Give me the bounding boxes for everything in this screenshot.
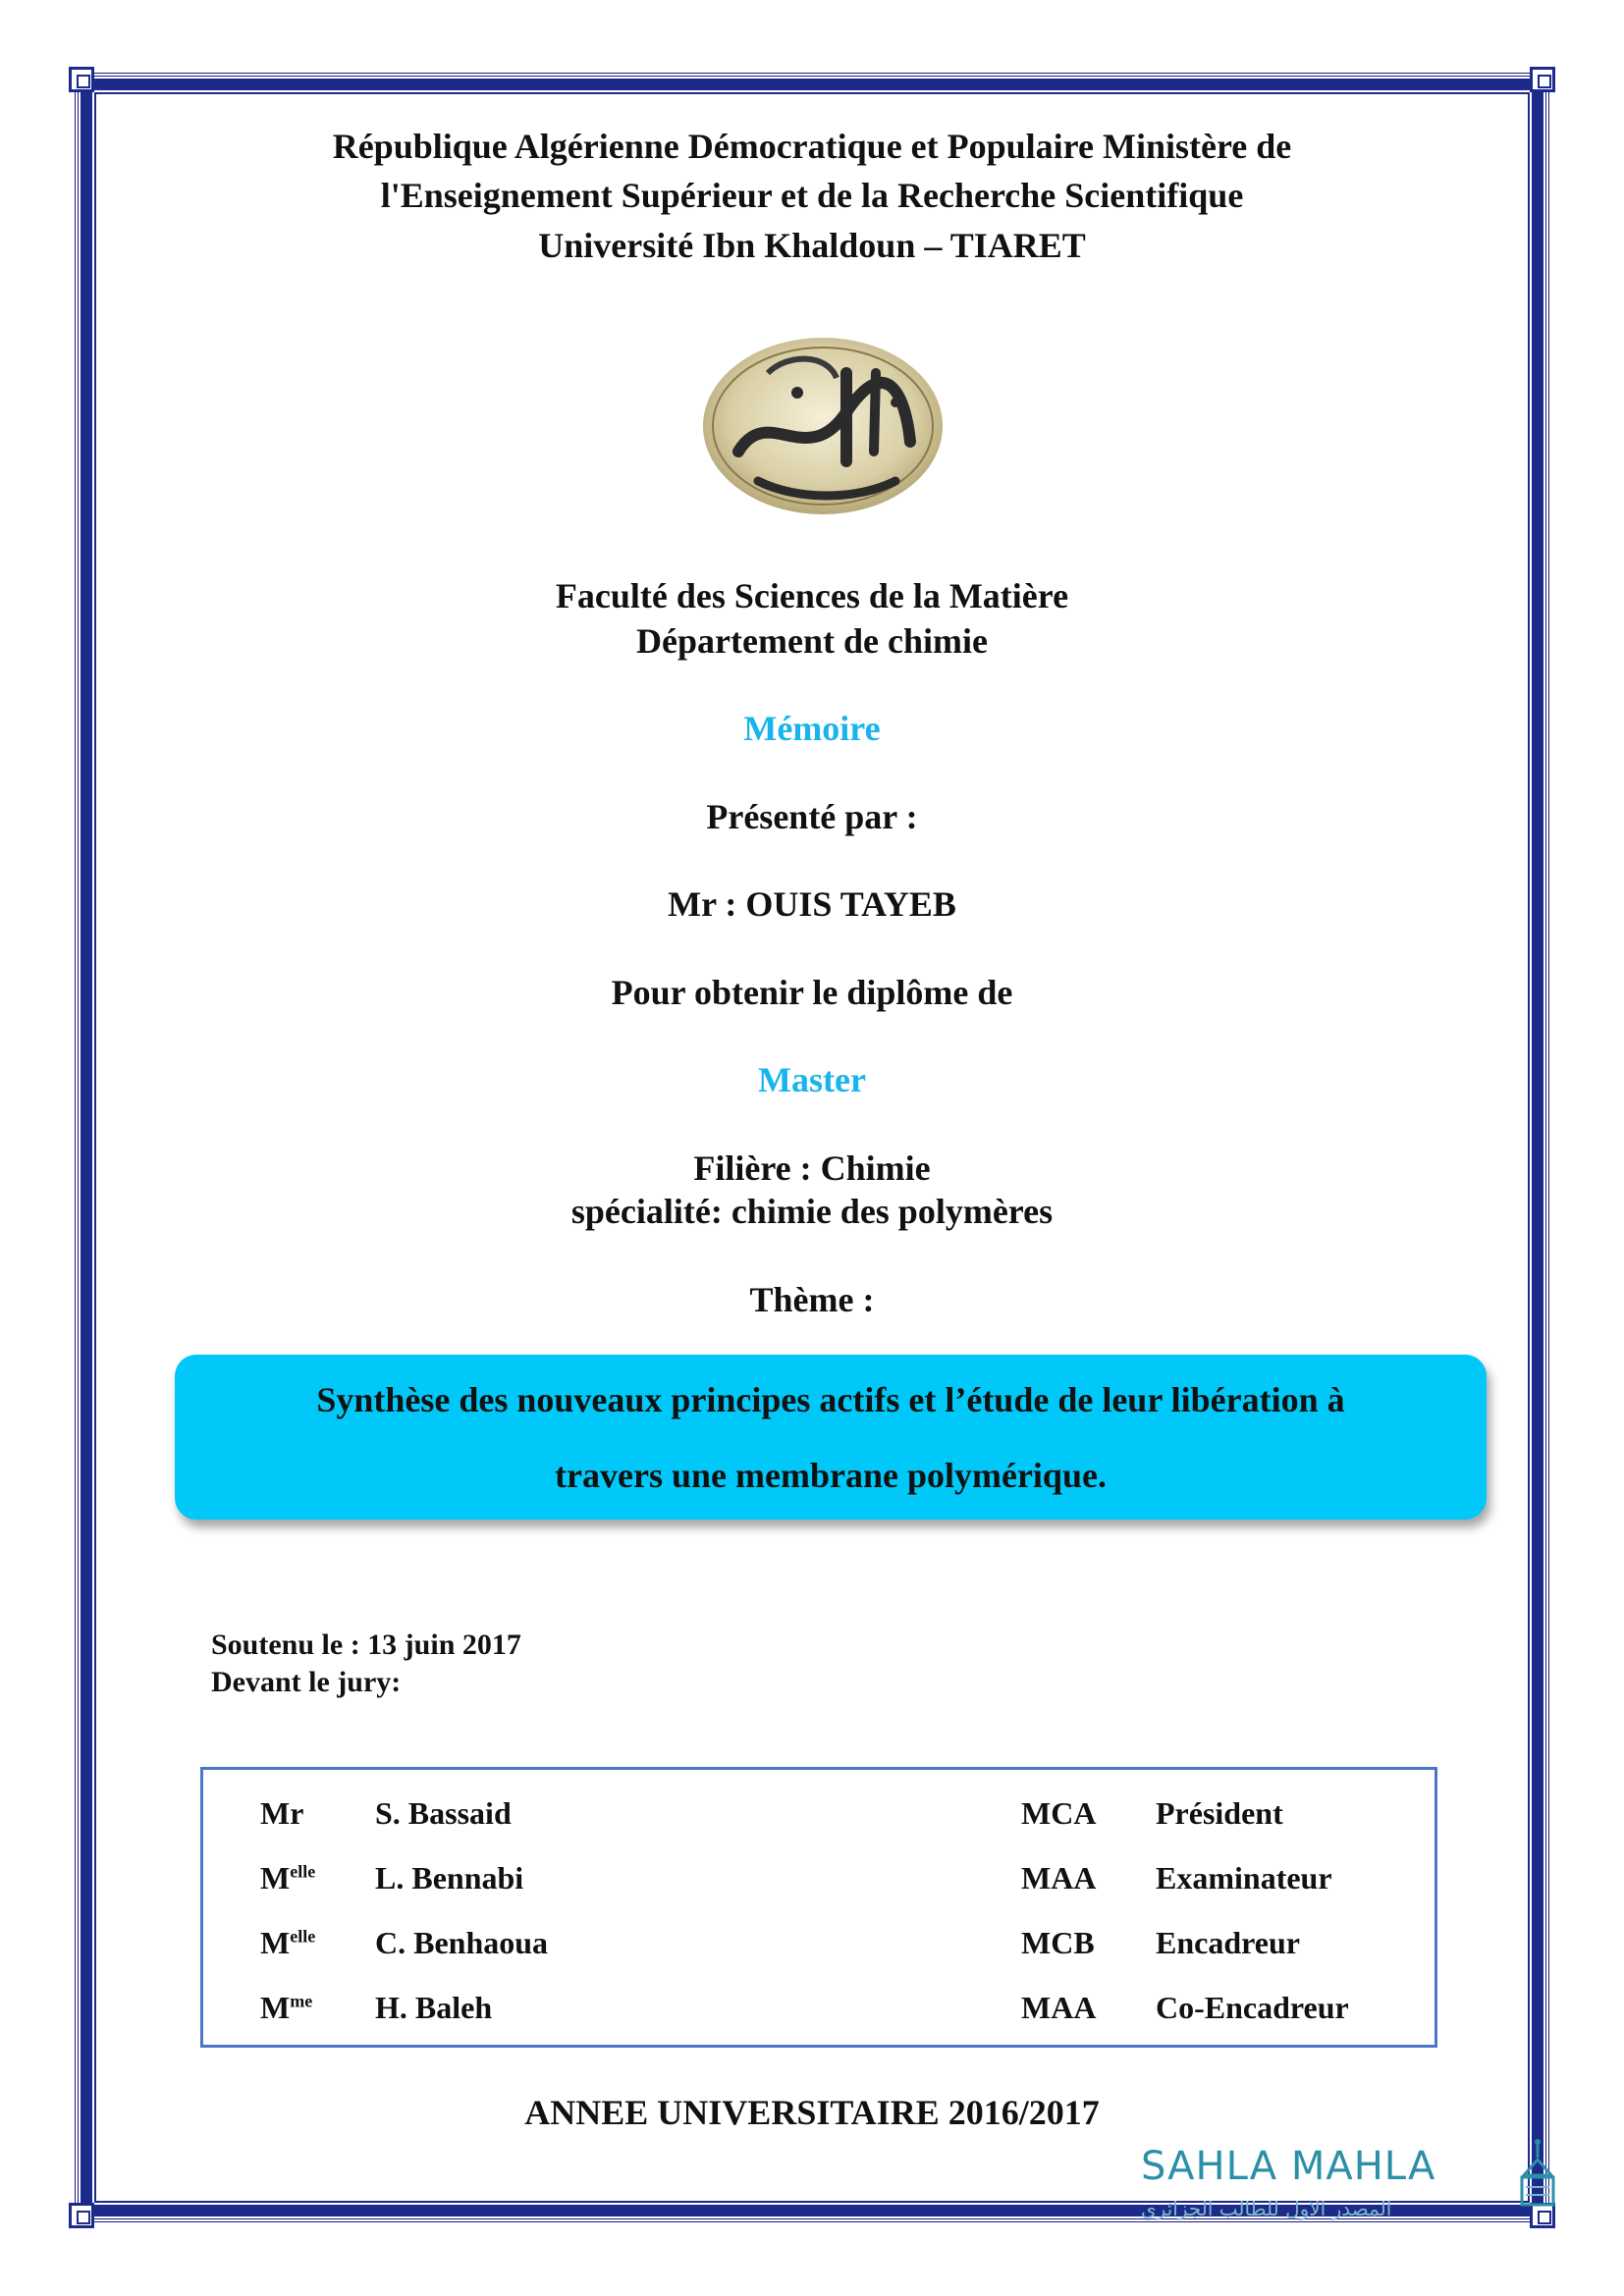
specialite: spécialité: chimie des polymères [570, 1192, 1054, 1231]
jury-member-role: Encadreur [1156, 1925, 1300, 1960]
diploma-label: Pour obtenir le diplôme de [611, 973, 1013, 1012]
jury-member-grade: MCB [1021, 1925, 1095, 1960]
jury-row [203, 1925, 1440, 1976]
faculty-name: Faculté des Sciences de la Matière [555, 576, 1069, 615]
jury-member-grade: MCA [1021, 1795, 1097, 1831]
diploma-name: Master [758, 1060, 866, 1099]
jury-member-role: Examinateur [1156, 1860, 1332, 1896]
sahla-mahla-watermark [1141, 2144, 1563, 2232]
jury-title-sup: elle [290, 1861, 316, 1882]
theme-line-1: Synthèse des nouveaux principes actifs et l’étude de leur libération à [316, 1380, 1345, 1419]
frame-corner-bottom-left [69, 2203, 94, 2228]
jury-row [203, 1990, 1440, 2041]
jury-title [260, 1990, 312, 2026]
jury-member-role: Co-Encadreur [1156, 1990, 1349, 2025]
university-seal-icon [699, 334, 947, 518]
theme-label: Thème : [749, 1280, 875, 1319]
jury-title [260, 1860, 315, 1896]
jury-title-text: M [260, 1990, 291, 2025]
jury-label: Devant le jury: [211, 1666, 402, 1698]
defense-date: Soutenu le : 13 juin 2017 [211, 1629, 521, 1661]
jury-title-text: Mr [260, 1795, 304, 1831]
jury-row [203, 1795, 1440, 1846]
jury-member-name: H. Baleh [375, 1990, 493, 2025]
theme-box [175, 1355, 1487, 1520]
jury-member-grade: MAA [1021, 1990, 1097, 2025]
jury-member-role: Président [1156, 1795, 1283, 1831]
frame-corner-top-right [1530, 67, 1555, 92]
jury-row [203, 1860, 1440, 1911]
jury-member-name: L. Bennabi [375, 1860, 524, 1896]
header-line-1: République Algérienne Démocratique et Populaire Ministère de [332, 127, 1292, 166]
jury-title-sup: me [290, 1991, 313, 2011]
jury-title [260, 1795, 303, 1832]
sahla-mahla-logo-icon [1514, 2136, 1561, 2224]
department-name: Département de chimie [636, 621, 988, 661]
theme-line-2: travers une membrane polymérique. [555, 1456, 1107, 1495]
jury-title [260, 1925, 315, 1961]
header-line-3: Université Ibn Khaldoun – TIARET [538, 226, 1086, 265]
document-type: Mémoire [743, 709, 881, 748]
header-line-2: l'Enseignement Supérieur et de la Recherche Scientifique [380, 176, 1244, 215]
jury-member-name: S. Bassaid [375, 1795, 512, 1831]
watermark-brand: SAHLA MAHLA [1141, 2144, 1436, 2189]
author-name: Mr : OUIS TAYEB [668, 884, 956, 924]
watermark-tagline: المصدر الاول للطالب الجزائري [1141, 2197, 1392, 2220]
jury-title-sup: elle [290, 1926, 316, 1947]
jury-title-text: M [260, 1860, 291, 1896]
jury-member-grade: MAA [1021, 1860, 1097, 1896]
frame-corner-top-left [69, 67, 94, 92]
presented-by-label: Présenté par : [706, 797, 918, 836]
academic-year: ANNEE UNIVERSITAIRE 2016/2017 [524, 2093, 1100, 2132]
jury-title-text: M [260, 1925, 291, 1960]
jury-member-name: C. Benhaoua [375, 1925, 549, 1960]
filiere: Filière : Chimie [693, 1148, 931, 1188]
jury-table [200, 1767, 1437, 2048]
